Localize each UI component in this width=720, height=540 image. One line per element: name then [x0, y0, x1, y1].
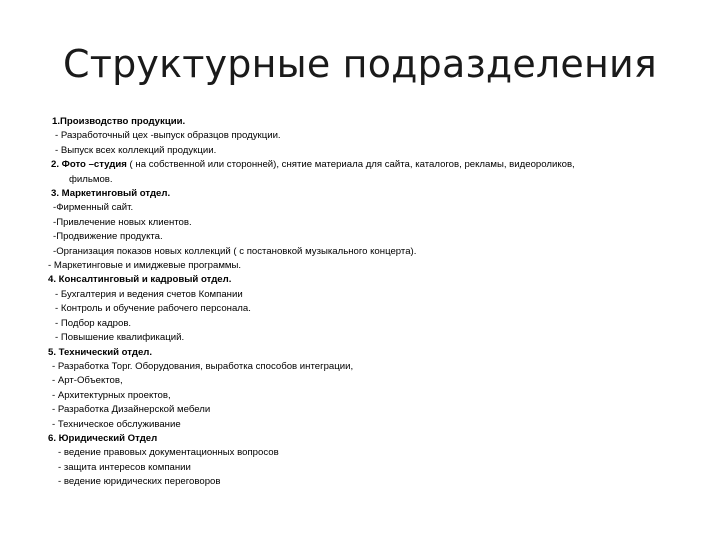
list-item: [47, 418, 667, 432]
list-item: [47, 360, 667, 374]
line-text: - Арт-Объектов,: [52, 375, 123, 387]
line-text: - Разработка Торг. Оборудования, выработка способов интеграции,: [52, 360, 354, 372]
line-text: - Маркетинговые и имиджевые программы.: [48, 260, 242, 272]
section-heading: [47, 158, 667, 172]
line-text: 6. Юридический Отдел: [48, 432, 158, 444]
line-text: - Контроль и обучение рабочего персонала.: [55, 303, 251, 315]
line-text: 3. Маркетинговый отдел.: [51, 188, 171, 200]
list-item: [47, 201, 667, 215]
line-text: - ведение юридических переговоров: [58, 476, 221, 488]
list-item: [47, 230, 667, 244]
line-text: 2. Фото –студия: [51, 159, 127, 171]
list-item: [47, 259, 667, 273]
line-text: - Техническое обслуживание: [52, 418, 181, 430]
line-text: -Фирменный сайт.: [53, 202, 134, 214]
section-heading: [47, 115, 667, 129]
list-item: [47, 374, 667, 388]
line-text: -Организация показов новых коллекций ( с постановкой музыкального концерта).: [53, 245, 417, 257]
line-text: -Продвижение продукта.: [53, 231, 163, 243]
line-text: 1.Производство продукции.: [52, 116, 186, 127]
line-text: 4. Консалтинговый и кадровый отдел.: [48, 274, 232, 286]
line-text: - Разработочный цех -выпуск образцов продукции.: [55, 130, 281, 142]
section-heading: [47, 346, 667, 360]
line-text: - Разработка Дизайнерской мебели: [52, 404, 211, 416]
line-text: - Повышение квалификаций.: [55, 332, 185, 344]
list-item: [47, 144, 667, 158]
list-item: [47, 288, 667, 302]
list-item: [47, 216, 667, 230]
list-item: [47, 245, 667, 259]
line-text: - ведение правовых документационных вопросов: [58, 447, 279, 459]
line-text-rest: ( на собственной или сторонней), снятие материала для сайта, каталогов, рекламы, видеороликов,: [126, 159, 575, 171]
section-heading: [47, 187, 667, 201]
line-text: -Привлечение новых клиентов.: [53, 216, 192, 228]
list-item: [47, 173, 667, 187]
list-item: [47, 446, 667, 460]
line-text: фильмов.: [69, 173, 113, 185]
line-text: - защита интересов компании: [58, 461, 191, 473]
section-heading: [47, 273, 667, 287]
list-item: [47, 317, 667, 331]
content-list: [47, 115, 667, 490]
line-text: - Бухгалтерия и ведения счетов Компании: [55, 288, 243, 300]
list-item: [47, 461, 667, 475]
section-heading: [47, 432, 667, 446]
line-text: 5. Технический отдел.: [48, 346, 153, 358]
list-item: [47, 129, 667, 143]
line-text: - Подбор кадров.: [55, 317, 132, 329]
list-item: [47, 389, 667, 403]
list-item: [47, 475, 667, 489]
list-item: [47, 403, 667, 417]
list-item: [47, 331, 667, 345]
line-text: - Архитектурных проектов,: [52, 389, 171, 401]
list-item: [47, 302, 667, 316]
slide-title: Структурные подразделения: [63, 42, 657, 86]
line-text: - Выпуск всех коллекций продукции.: [55, 144, 217, 156]
